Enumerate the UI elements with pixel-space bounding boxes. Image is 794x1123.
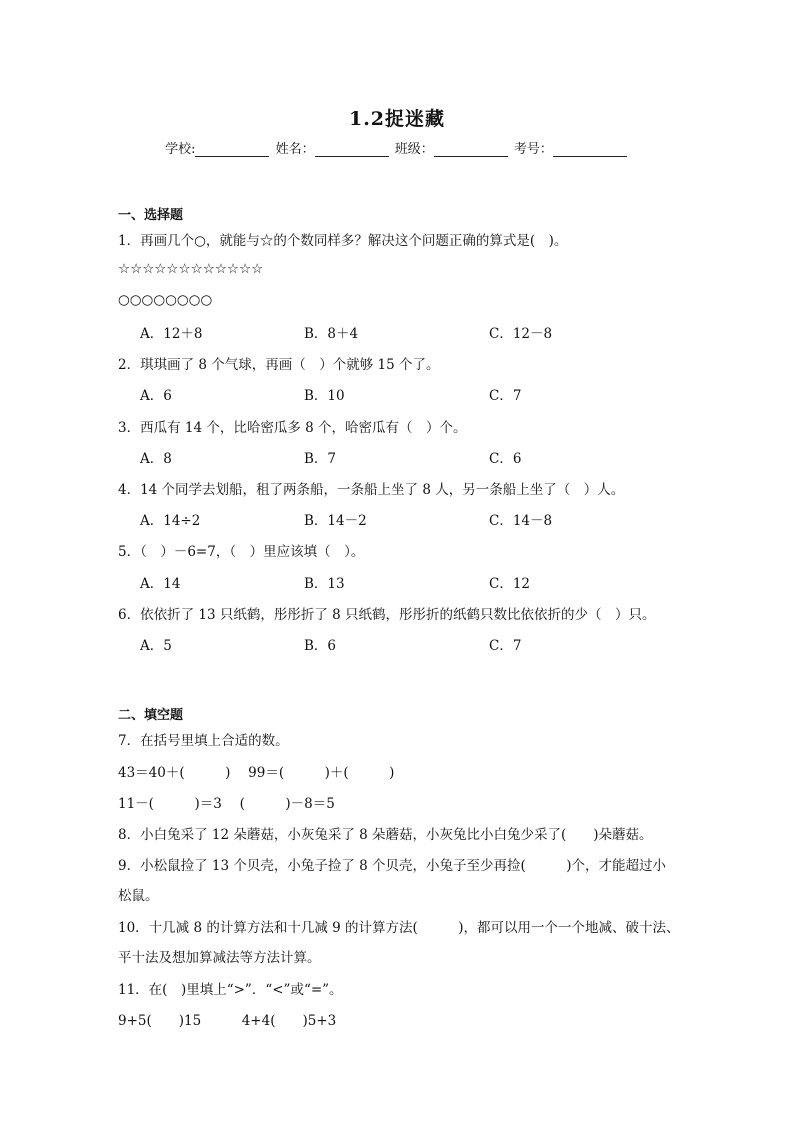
q1-option-c[interactable]: C．12－8	[489, 326, 553, 342]
question-11: 11．在( )里填上“>”．“<”或“=”。	[118, 982, 343, 998]
q7-line-1[interactable]: 43＝40＋( ) 99＝( )＋( )	[118, 765, 395, 781]
section-heading-fill: 二、填空题	[118, 708, 184, 723]
number-blank[interactable]	[553, 142, 627, 157]
q5-option-c[interactable]: C．12	[489, 576, 531, 592]
q3-option-c[interactable]: C．6	[489, 451, 522, 467]
number-label: 考号：	[513, 142, 553, 157]
class-blank[interactable]	[434, 142, 508, 157]
q4-option-b[interactable]: B．14－2	[304, 513, 367, 529]
school-blank[interactable]	[195, 142, 269, 157]
q3-option-a[interactable]: A．8	[140, 451, 172, 467]
q5-option-a[interactable]: A．14	[140, 576, 181, 592]
question-2: 2．琪琪画了 8 个气球，再画（ ）个就够 15 个了。	[118, 357, 440, 373]
question-4: 4．14 个同学去划船，租了两条船，一条船上坐了 8 人，另一条船上坐了（ ）人。	[118, 482, 625, 498]
student-info-row	[0, 138, 794, 157]
q6-option-c[interactable]: C．7	[489, 638, 522, 654]
q6-option-a[interactable]: A．5	[140, 638, 172, 654]
question-5: 5．（ ）－6=7，（ ）里应该填（ ）。	[118, 544, 365, 560]
name-label: 姓名：	[275, 142, 315, 157]
q5-option-b[interactable]: B．13	[304, 576, 345, 592]
question-9-line-2: 松鼠。	[118, 888, 159, 904]
q7-line-2[interactable]: 11－( )＝3 ( )－8＝5	[118, 796, 335, 812]
q2-option-a[interactable]: A．6	[140, 388, 172, 404]
q1-option-b[interactable]: B．8＋4	[304, 326, 359, 342]
question-10-line-2: 平十法及想加算减法等方法计算。	[118, 950, 321, 966]
section-heading-choice: 一、选择题	[118, 208, 184, 223]
question-3: 3．西瓜有 14 个，比哈密瓜多 8 个，哈密瓜有（ ）个。	[118, 420, 467, 436]
school-label: 学校:	[165, 142, 196, 157]
question-1: 1．再画几个○，就能与☆的个数同样多？解决这个问题正确的算式是( )。	[118, 233, 568, 249]
question-6: 6．依依折了 13 只纸鹤，彤彤折了 8 只纸鹤，彤彤折的纸鹤只数比依依折的少（ ）只。	[118, 607, 656, 623]
q4-option-a[interactable]: A．14÷2	[140, 513, 201, 529]
name-blank[interactable]	[315, 142, 389, 157]
q1-option-a[interactable]: A．12＋8	[140, 326, 203, 342]
question-10-line-1: 10．十几减 8 的计算方法和十几减 9 的计算方法( )，都可以用一个一个地减、破十法、	[118, 920, 680, 936]
question-7: 7．在括号里填上合适的数。	[118, 733, 289, 749]
stars-row: ☆☆☆☆☆☆☆☆☆☆☆☆	[118, 261, 264, 277]
q3-option-b[interactable]: B．7	[304, 451, 337, 467]
q11-line-1[interactable]: 9+5( )15 4+4( )5+3	[118, 1013, 337, 1029]
q6-option-b[interactable]: B．6	[304, 638, 337, 654]
question-8: 8．小白兔采了 12 朵蘑菇，小灰兔采了 8 朵蘑菇，小灰兔比小白兔少采了( )朵蘑菇。	[118, 827, 653, 843]
q2-option-b[interactable]: B．10	[304, 388, 345, 404]
page-title: 1.2捉迷藏	[348, 108, 446, 130]
circles-row: ○○○○○○○○	[118, 292, 213, 308]
q2-option-c[interactable]: C．7	[489, 388, 522, 404]
class-label: 班级：	[394, 142, 434, 157]
question-9-line-1: 9．小松鼠捡了 13 个贝壳，小兔子捡了 8 个贝壳，小兔子至少再捡( )个，才能超过小	[118, 858, 667, 874]
q4-option-c[interactable]: C．14－8	[489, 513, 553, 529]
